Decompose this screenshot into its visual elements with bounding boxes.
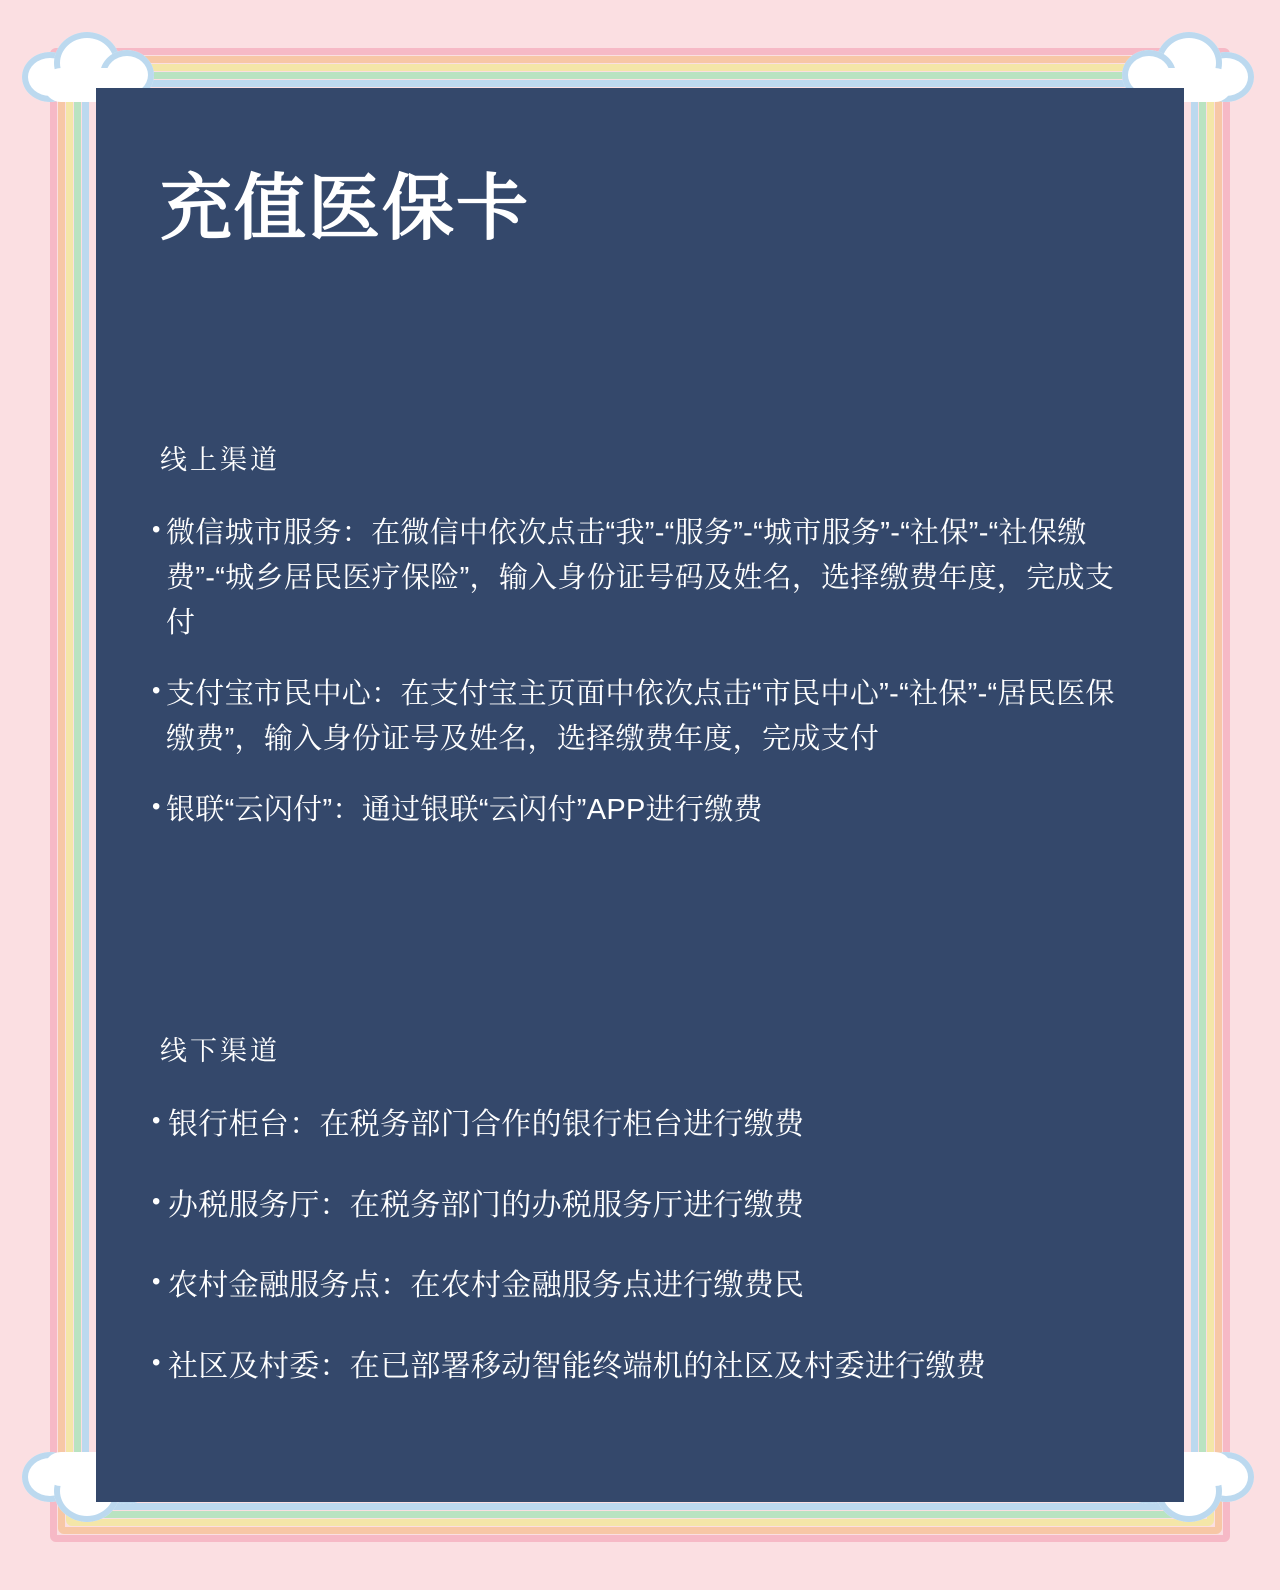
list-item: • 微信城市服务：在微信中依次点击“我”-“服务”-“城市服务”-“社保”-“社保缴费”-“城乡居民医疗保险”，输入身份证号码及姓名，选择缴费年度，完成支付: [152, 511, 1128, 646]
offline-channel-list: [152, 1102, 1128, 1390]
list-item: • 社区及村委：在已部署移动智能终端机的社区及村委进行缴费: [152, 1344, 1128, 1391]
list-item: • 银联“云闪付”：通过银联“云闪付”APP进行缴费: [152, 788, 1128, 833]
content-card: [96, 88, 1184, 1502]
section-heading-online: 线上渠道: [160, 445, 280, 476]
section-offline-channels: [152, 1029, 1128, 1390]
list-item: • 支付宝市民中心：在支付宝主页面中依次点击“市民中心”-“社保”-“居民医保缴费”，输入身份证号及姓名，选择缴费年度，完成支付: [152, 672, 1128, 762]
online-channel-list: [152, 511, 1128, 833]
list-item: • 银行柜台：在税务部门合作的银行柜台进行缴费: [152, 1102, 1128, 1149]
section-heading-offline: 线下渠道: [160, 1036, 280, 1067]
list-item: • 办税服务厅：在税务部门的办税服务厅进行缴费: [152, 1183, 1128, 1230]
page-title: 充值医保卡: [160, 169, 531, 249]
section-online-channels: [152, 438, 1128, 833]
list-item: • 农村金融服务点：在农村金融服务点进行缴费民: [152, 1263, 1128, 1310]
